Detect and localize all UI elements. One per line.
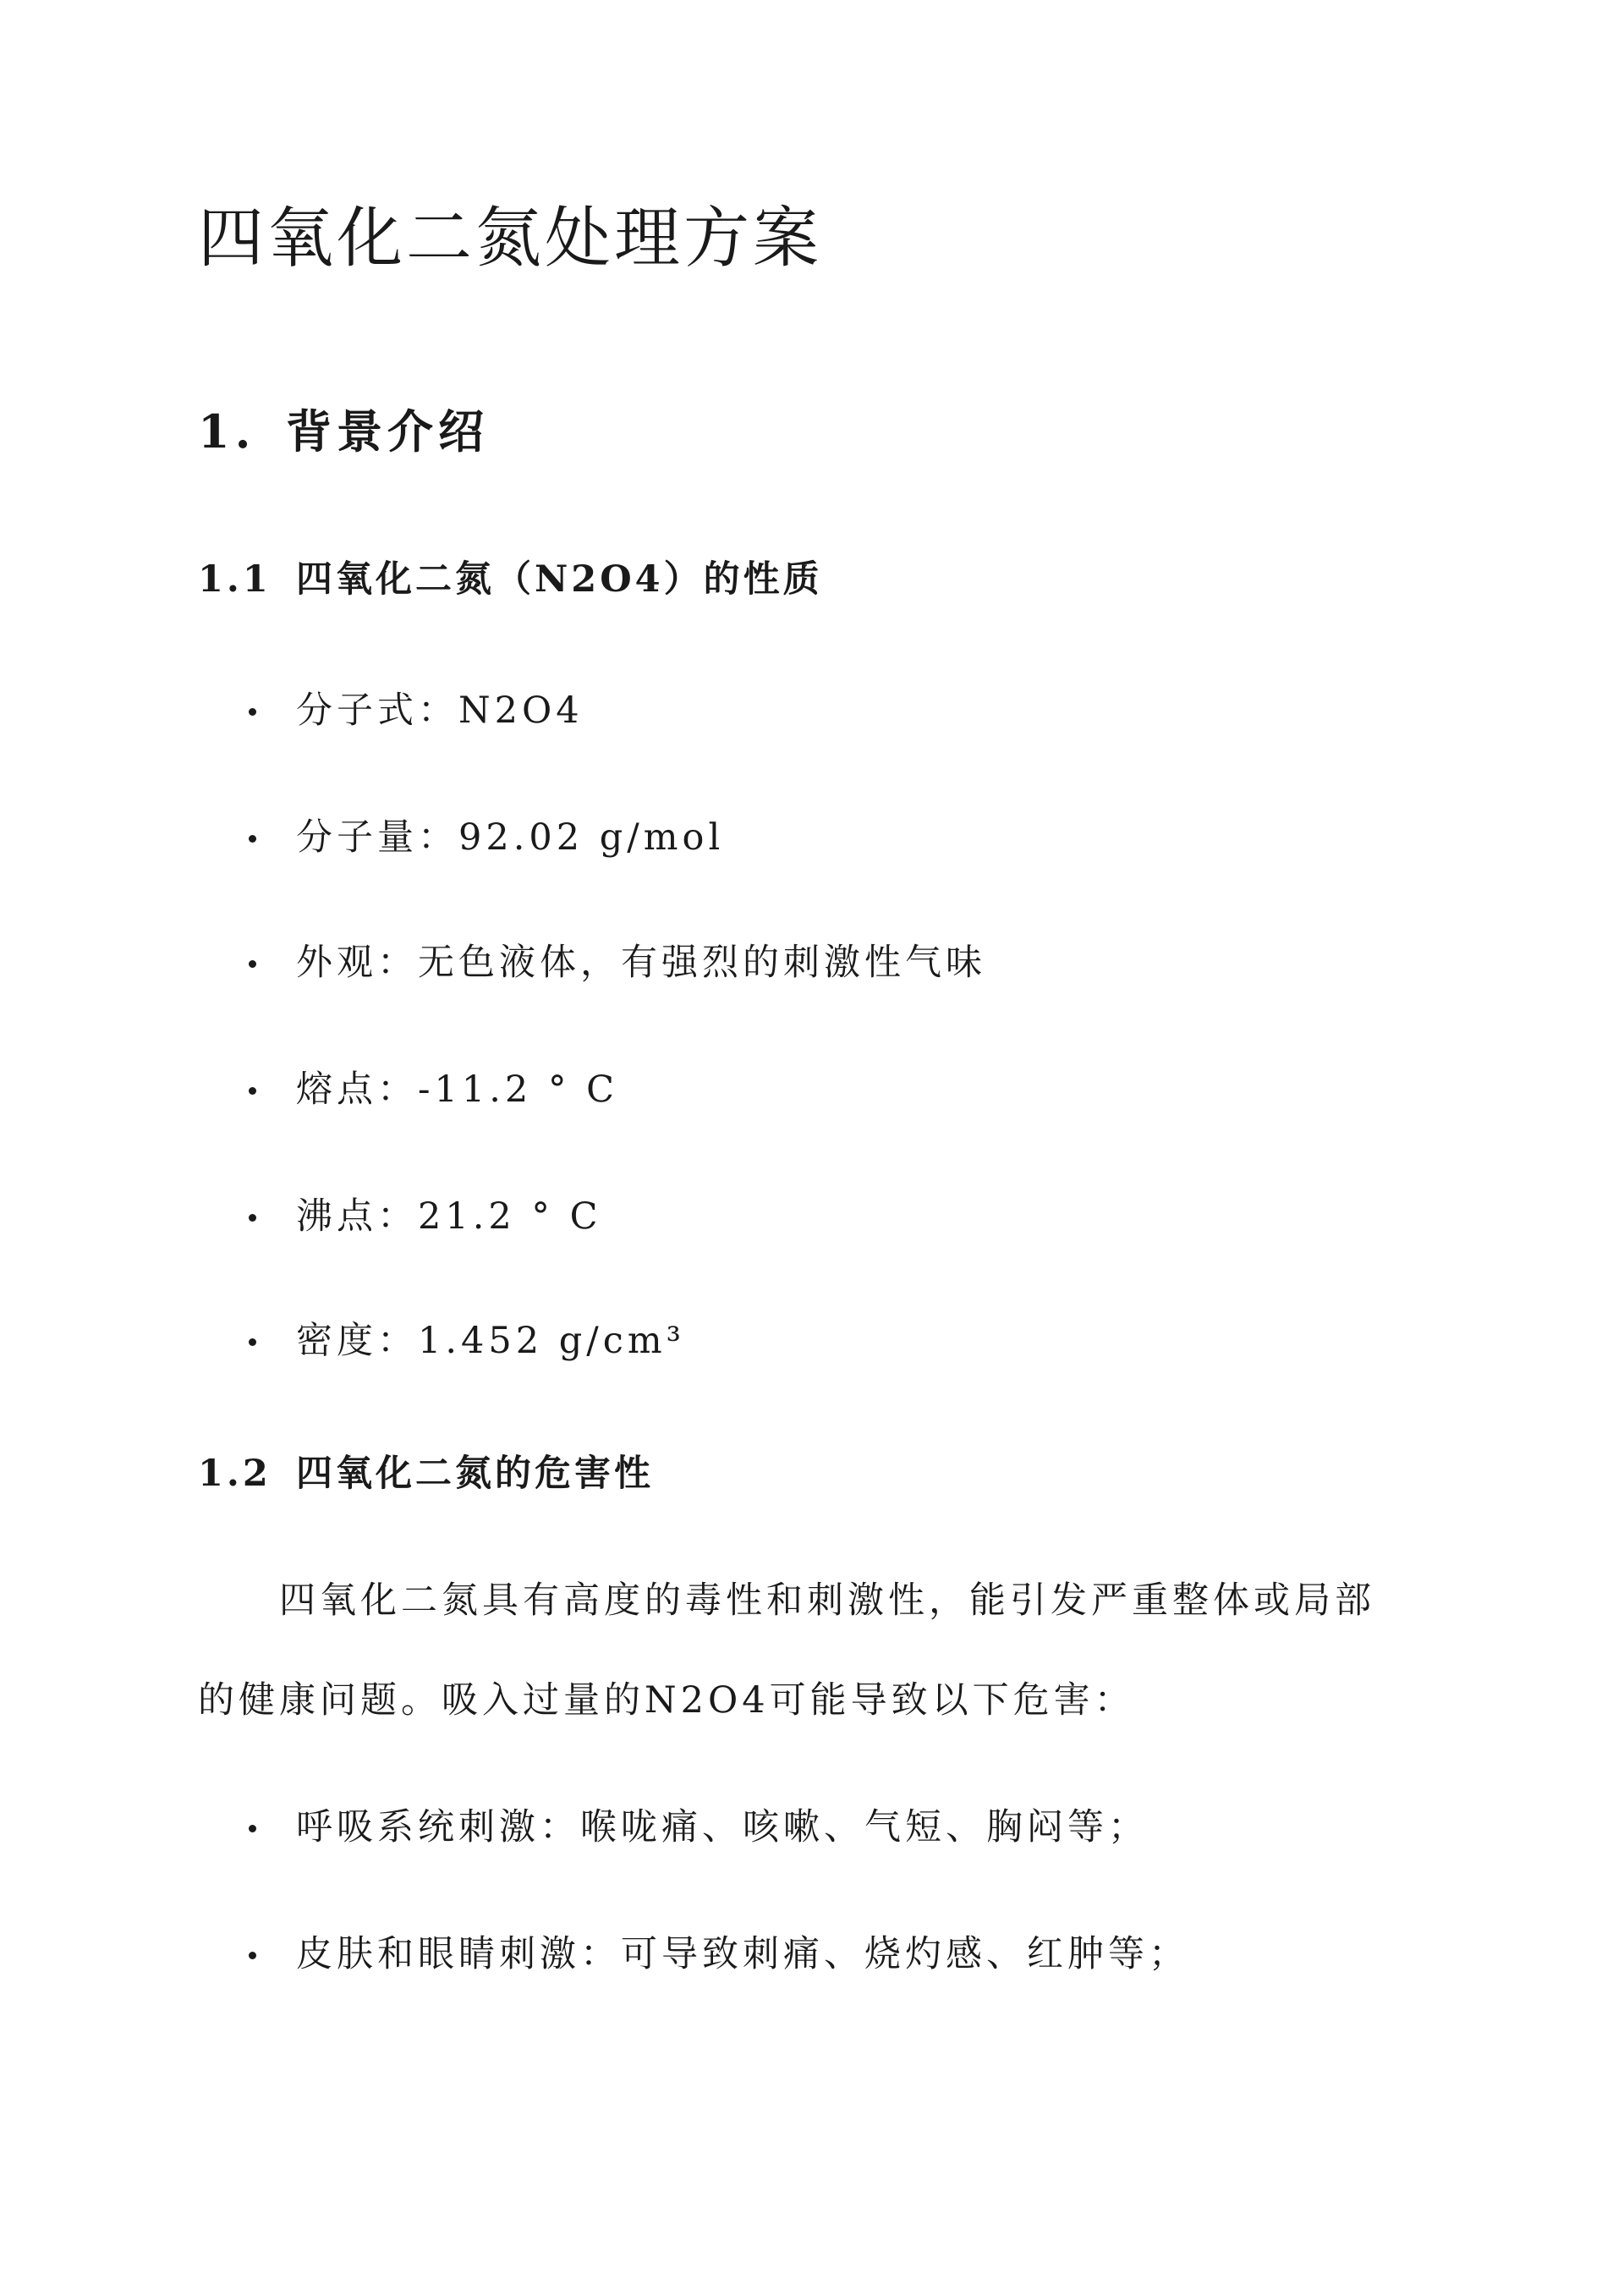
hazard-paragraph-line-2: 的健康问题。吸入过量的N2O4可能导致以下危害： bbox=[198, 1679, 1135, 1722]
list-item-text: 外观：无色液体，有强烈的刺激性气味 bbox=[296, 942, 986, 984]
subsection-heading-hazards bbox=[198, 1448, 654, 1499]
document-title: 四氧化二氮处理方案 bbox=[198, 200, 823, 277]
section-title: 背景介绍 bbox=[286, 404, 489, 459]
hazard-paragraph-line-1: 四氧化二氮具有高度的毒性和刺激性，能引发严重整体或局部 bbox=[279, 1579, 1375, 1622]
subsection-title: 四氧化二氮的危害性 bbox=[296, 1453, 654, 1495]
list-item-text: 皮肤和眼睛刺激：可导致刺痛、烧灼感、红肿等； bbox=[296, 1933, 1189, 1975]
section-number: 1. bbox=[198, 404, 256, 459]
bullet-dot-icon bbox=[249, 708, 256, 716]
bullet-dot-icon bbox=[249, 1952, 256, 1959]
bullet-dot-icon bbox=[249, 1214, 256, 1222]
list-item-text: 熔点：-11.2 ° C bbox=[296, 1068, 619, 1111]
bullet-dot-icon bbox=[249, 1087, 256, 1095]
list-item-text: 呼吸系统刺激：喉咙痛、咳嗽、气短、胸闷等； bbox=[296, 1806, 1149, 1848]
list-item-text: 密度：1.452 g/cm³ bbox=[296, 1320, 685, 1362]
subsection-heading-properties bbox=[198, 554, 823, 605]
bullet-dot-icon bbox=[249, 960, 256, 968]
list-item-text: 分子式：N2O4 bbox=[296, 689, 584, 732]
subsection-number: 1.2 bbox=[198, 1453, 272, 1495]
list-item-text: 分子量：92.02 g/mol bbox=[296, 816, 725, 859]
bullet-dot-icon bbox=[249, 1825, 256, 1832]
bullet-dot-icon bbox=[249, 1338, 256, 1346]
bullet-dot-icon bbox=[249, 835, 256, 843]
list-item-text: 沸点：21.2 ° C bbox=[296, 1195, 602, 1238]
subsection-title: 四氧化二氮（N2O4）的性质 bbox=[296, 558, 823, 601]
section-heading-background bbox=[198, 402, 489, 461]
subsection-number: 1.1 bbox=[198, 558, 272, 601]
